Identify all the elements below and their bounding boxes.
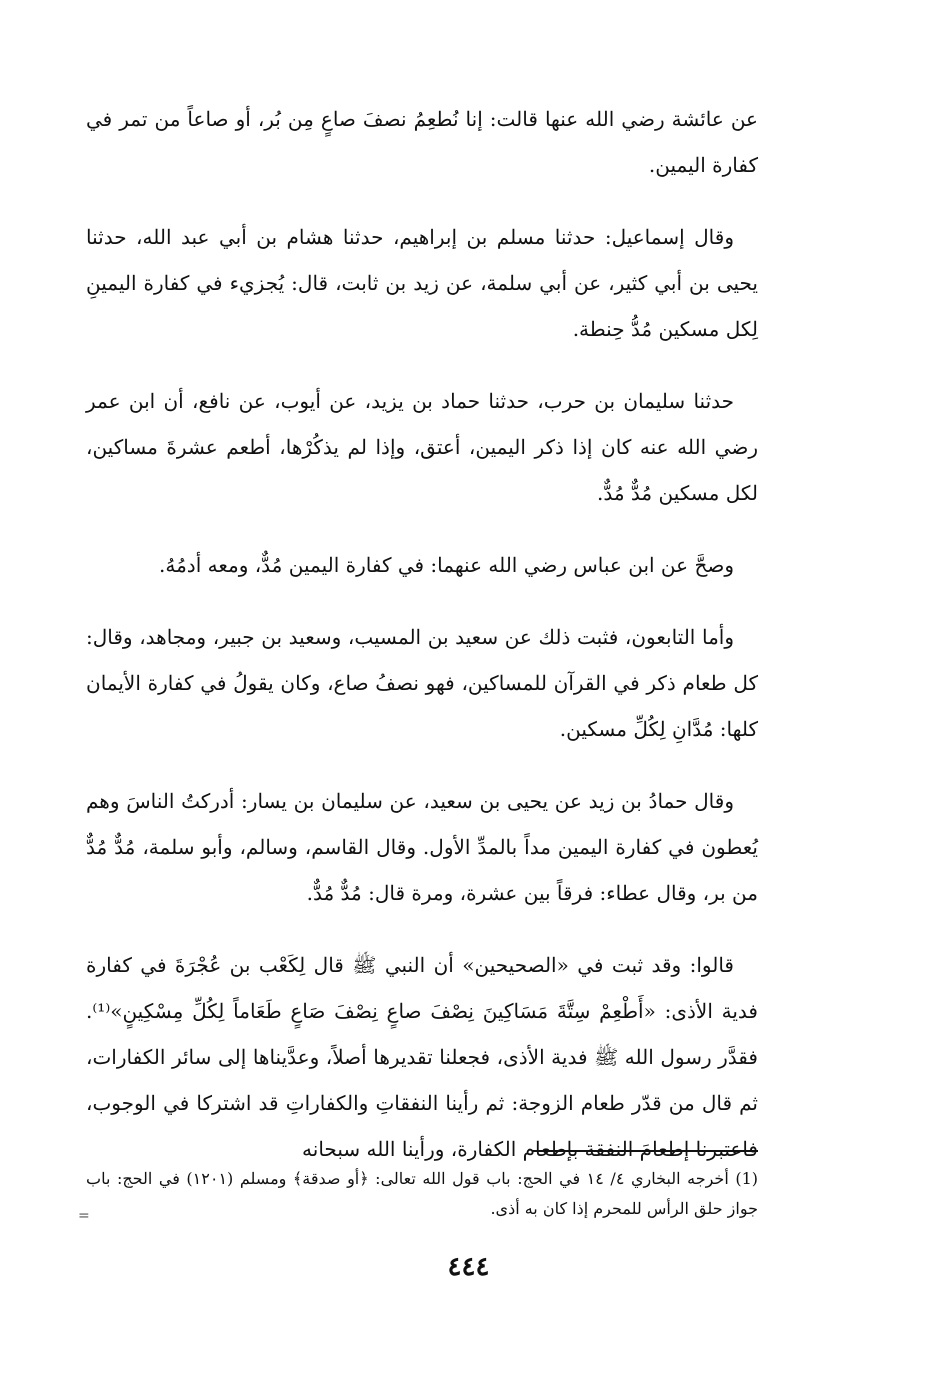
page-number: ٤٤٤: [447, 1252, 490, 1282]
main-text: [86, 96, 758, 1198]
paragraph-hammad: وقال حمادُ بن زيد عن يحيى بن سعيد، عن سليمان بن يسار: أدركتُ الناسَ وهم يُعطون في كفارة اليمين مداً بالمدِّ الأول. وقال القاسم، وسالم، وأبو سلمة، مُدٌّ مُدٌّ من بر، وقال عطاء: فرقاً بين عشرة، ومرة قال: مُدٌّ مُدٌّ.: [86, 789, 758, 905]
footnote-separator: [533, 1150, 758, 1152]
paragraph-sulayman: حدثنا سليمان بن حرب، حدثنا حماد بن يزيد، عن أيوب، عن نافع، أن ابن عمر رضي الله عنه كان إذا ذكر اليمين، أعتق، وإذا لم يذكُرْها، أطعم عشرةَ مساكين، لكل مسكين مُدٌّ مُدٌّ.: [86, 389, 758, 505]
paragraph-sahihayn: قالوا: وقد ثبت في «الصحيحين» أن النبي ﷺ قال لِكَعْب بن عُجْرَةَ في كفارة فدية الأذى: «أَطْعِمْ سِتَّةَ مَسَاكِينَ نِصْفَ صاعٍ نِصْفَ صَاعٍ طَعَاماً لِكُلِّ مِسْكِينٍ»⁽¹⁾. فقدَّر رسول الله ﷺ فدية الأذى، فجعلنا تقديرها أصلاً، وعدَّيناها إلى سائر الكفارات، ثم قال من قدّر طعام الزوجة: ثم رأينا النفقاتِ والكفاراتِ قد اشتركا في الوجوب، فاعتبرنا إطعامَ النفقة بإطعام الكفارة، ورأينا الله سبحانه: [86, 953, 758, 1161]
footnote-text: (1) أخرجه البخاري ٤/ ١٤ في الحج: باب قول الله تعالى: ﴿أو صدقة﴾ ومسلم (١٢٠١) في الحج: باب جواز حلق الرأس للمحرم إذا كان به أذى.: [86, 1169, 759, 1218]
paragraph-aisha: عن عائشة رضي الله عنها قالت: إنا نُطعِمُ نصفَ صاعٍ مِن بُر، أو صاعاً من تمر في كفارة اليمين.: [86, 107, 758, 177]
paragraph-ibn-abbas: وصحَّ عن ابن عباس رضي الله عنهما: في كفارة اليمين مُدٌّ، ومعه أدمُهُ.: [159, 553, 734, 577]
paragraph-tabiun: وأما التابعون، فثبت ذلك عن سعيد بن المسيب، وسعيد بن جبير، ومجاهد، وقال: كل طعام ذكر في القرآن للمساكين، فهو نصفُ صاع، وكان يقولُ في كفارة الأيمان كلها: مُدَّانِ لِكُلِّ مسكين.: [86, 625, 758, 741]
footnote: [86, 1164, 758, 1224]
margin-mark: =: [78, 1208, 90, 1224]
paragraph-ismail: وقال إسماعيل: حدثنا مسلم بن إبراهيم، حدثنا هشام بن أبي عبد الله، حدثنا يحيى بن أبي كثير، عن أبي سلمة، عن زيد بن ثابت، قال: يُجزيء في كفارة اليمينِ لِكل مسكين مُدُّ حِنطة.: [86, 225, 758, 341]
